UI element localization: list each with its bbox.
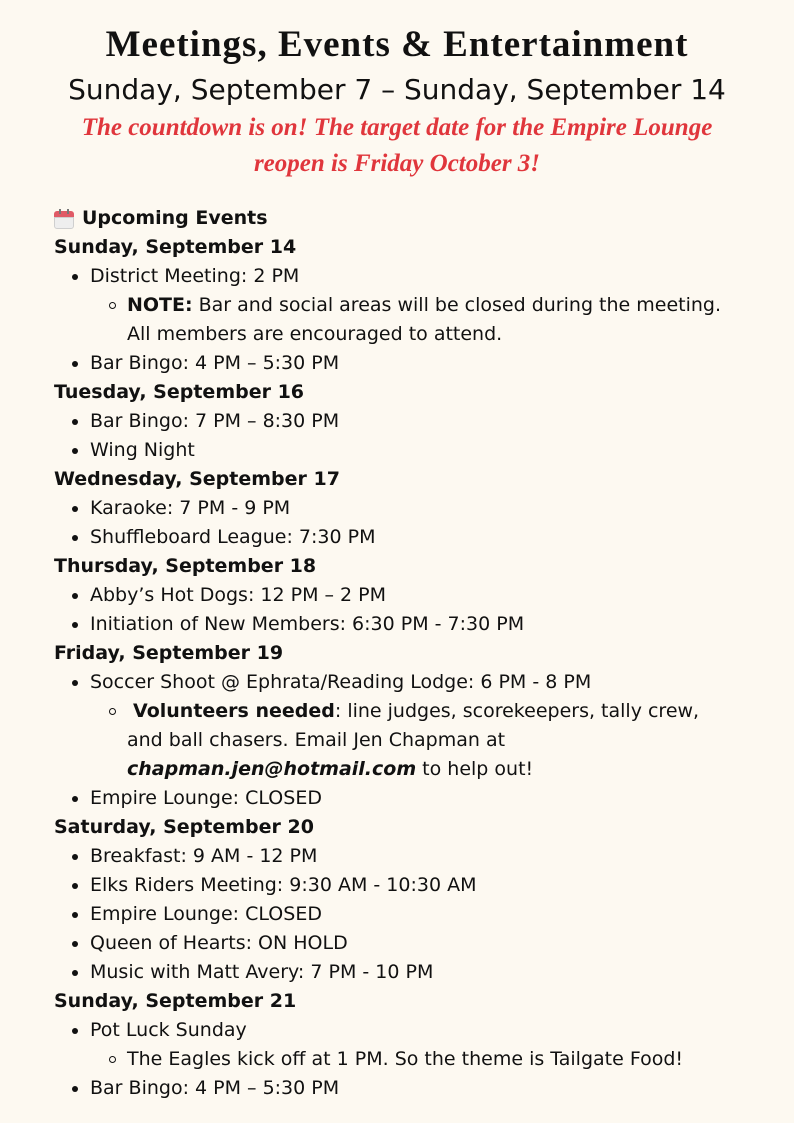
- list-item: Empire Lounge: CLOSED: [90, 784, 740, 813]
- day-heading: Saturday, September 20: [54, 816, 314, 838]
- volunteer-label: Volunteers needed: [133, 700, 335, 722]
- list-item: Shuffleboard League: 7:30 PM: [90, 523, 740, 552]
- upcoming-events-label: Upcoming Events: [82, 207, 268, 229]
- list-item: Wing Night: [90, 436, 740, 465]
- page-title: Meetings, Events & Entertainment: [105, 24, 689, 65]
- volunteer-tail: to help out!: [416, 758, 534, 780]
- list-item: Music with Matt Avery: 7 PM - 10 PM: [90, 958, 740, 987]
- day-heading: Wednesday, September 17: [54, 468, 340, 490]
- countdown-line-1: The countdown is on! The target date for the Empire Lounge: [81, 114, 713, 141]
- list-item: District Meeting: 2 PM NOTE: Bar and social areas will be closed during the meeting. All members are encouraged to attend.: [90, 262, 740, 349]
- list-item: Breakfast: 9 AM - 12 PM: [90, 842, 740, 871]
- volunteer-item: [127, 697, 740, 784]
- event-list: [54, 668, 740, 813]
- upcoming-events-heading: [54, 204, 740, 233]
- sub-list: [90, 291, 740, 349]
- list-item: Pot Luck Sunday The Eagles kick off at 1 PM. So the theme is Tailgate Food!: [90, 1016, 740, 1074]
- list-item: Empire Lounge: CLOSED: [90, 900, 740, 929]
- list-item: Elks Riders Meeting: 9:30 AM - 10:30 AM: [90, 871, 740, 900]
- calendar-icon: [54, 209, 74, 229]
- countdown-line-2: reopen is Friday October 3!: [253, 150, 541, 177]
- day-heading: Sunday, September 14: [54, 236, 297, 258]
- sub-list: [90, 1045, 740, 1074]
- event-list: [54, 1016, 740, 1103]
- day-heading: Sunday, September 21: [54, 990, 297, 1012]
- sub-list: [90, 697, 740, 784]
- day-heading: Friday, September 19: [54, 642, 284, 664]
- day-heading: Thursday, September 18: [54, 555, 317, 577]
- list-item: Bar Bingo: 4 PM – 5:30 PM: [90, 349, 740, 378]
- note-label: NOTE:: [127, 294, 193, 316]
- list-item: Queen of Hearts: ON HOLD: [90, 929, 740, 958]
- note-item: [127, 291, 740, 349]
- event-list: [54, 407, 740, 465]
- events-list: [54, 204, 740, 1103]
- volunteer-text: : line judges, scorekeepers, tally crew, and ball chasers. Email Jen Chapman at: [127, 700, 700, 751]
- date-range: Sunday, September 7 – Sunday, September 14: [68, 73, 726, 106]
- volunteer-email[interactable]: chapman.jen@hotmail.com: [127, 758, 417, 780]
- sub-list-item: The Eagles kick off at 1 PM. So the theme is Tailgate Food!: [127, 1045, 740, 1074]
- event-list: [54, 581, 740, 639]
- event-list: [54, 842, 740, 987]
- list-item: Initiation of New Members: 6:30 PM - 7:30 PM: [90, 610, 740, 639]
- list-item: Abby’s Hot Dogs: 12 PM – 2 PM: [90, 581, 740, 610]
- note-text: Bar and social areas will be closed during the meeting. All members are encouraged to attend.: [127, 294, 722, 345]
- list-item: Bar Bingo: 7 PM – 8:30 PM: [90, 407, 740, 436]
- event-list: [54, 494, 740, 552]
- day-heading: Tuesday, September 16: [54, 381, 305, 403]
- event-list: [54, 262, 740, 378]
- list-item: Soccer Shoot @ Ephrata/Reading Lodge: 6 PM - 8 PM Volunteers needed: line judges, scorekeepers, tally crew, and ball chasers. Email Jen Chapman at chapman.jen@hotmail.com to help out!: [90, 668, 740, 784]
- list-item: Bar Bingo: 4 PM – 5:30 PM: [90, 1074, 740, 1103]
- list-item: Karaoke: 7 PM - 9 PM: [90, 494, 740, 523]
